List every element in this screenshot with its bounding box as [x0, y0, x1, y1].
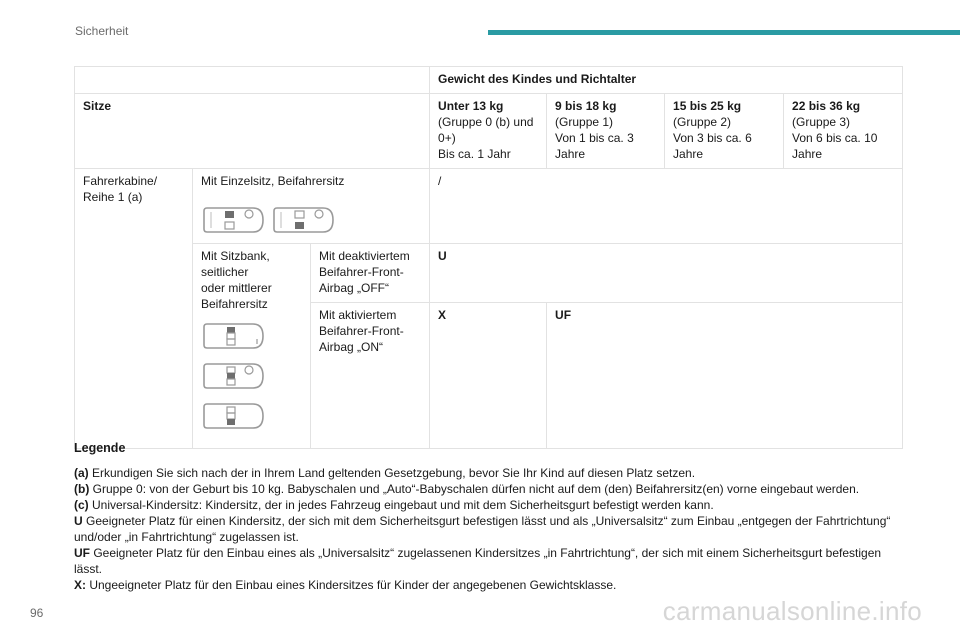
page-number: 96	[30, 606, 44, 620]
legend-key: UF	[74, 546, 90, 560]
airbag-off-label: Mit deaktiviertem Beifahrer-Front- Airbag „OFF“	[311, 244, 430, 303]
group-cell	[784, 94, 903, 169]
group-detail: (Gruppe 3) Von 6 bis ca. 10 Jahre	[792, 115, 878, 161]
group-cell	[547, 94, 665, 169]
header-accent-bar	[488, 30, 960, 35]
single-seat-label: Mit Einzelsitz, Beifahrersitz	[201, 174, 345, 188]
bench-seat-label: Mit Sitzbank, seitlicher oder mittlerer Beifahrersitz	[201, 249, 272, 311]
car-seat-diagram-icon	[201, 320, 267, 352]
car-seat-diagram-icon	[201, 400, 267, 432]
car-seat-diagram-icon	[201, 203, 267, 237]
legend-title: Legende	[74, 441, 126, 455]
watermark: carmanualsonline.info	[662, 596, 922, 626]
table-row	[75, 169, 903, 244]
legend-text: Geeigneter Platz für den Einbau eines als „Universalsitz“ zugelassenen Kindersitzes „in Fahrtrichtung“, der sich mit einem Sicherheitsgurt befestigen lässt.	[74, 546, 882, 576]
legend-text: Geeigneter Platz für einen Kindersitz, der sich mit dem Sicherheitsgurt befestigen lässt und als „Universalsitz“ zum Einbau „entgegen der Fahrtrichtung“ und/oder „in Fahrtrichtung“ zugelassen ist.	[74, 514, 891, 544]
airbag-off-value: U	[430, 244, 903, 303]
bench-seat-cell	[193, 244, 311, 449]
table-row	[75, 244, 903, 303]
car-seat-diagram-icon	[271, 203, 337, 237]
legend-key: X:	[74, 578, 86, 592]
group-weight: Unter 13 kg	[438, 99, 504, 113]
legend-text: Universal-Kindersitz: Kindersitz, der in jedes Fahrzeug eingebaut und mit dem Sicherheitsgurt befestigt werden kann.	[88, 498, 714, 512]
group-detail: (Gruppe 2) Von 3 bis ca. 6 Jahre	[673, 115, 752, 161]
airbag-on-label: Mit aktiviertem Beifahrer-Front- Airbag „ON“	[311, 303, 430, 449]
table-header-row	[75, 67, 903, 94]
group-detail: (Gruppe 0 (b) und 0+) Bis ca. 1 Jahr	[438, 115, 534, 161]
car-seat-diagram-icon	[201, 360, 267, 392]
group-cell	[665, 94, 784, 169]
legend-text: Erkundigen Sie sich nach der in Ihrem Land geltenden Gesetzgebung, bevor Sie Ihr Kind auf diesen Platz setzen.	[88, 466, 696, 480]
legend-key: U	[74, 514, 83, 528]
weight-header: Gewicht des Kindes und Richtalter	[430, 67, 903, 94]
legend-item	[74, 465, 904, 481]
single-seat-cell	[193, 169, 430, 244]
table-groups-row	[75, 94, 903, 169]
legend-item	[74, 497, 904, 513]
seat-position-cell: Fahrerkabine/ Reihe 1 (a)	[75, 169, 193, 449]
table-corner-cell	[75, 67, 430, 94]
group-detail: (Gruppe 1) Von 1 bis ca. 3 Jahre	[555, 115, 634, 161]
legend-item	[74, 481, 904, 497]
legend-item	[74, 545, 904, 577]
airbag-on-value-groups: UF	[547, 303, 903, 449]
legend-key: (b)	[74, 482, 90, 496]
legend-item	[74, 577, 904, 593]
legend	[74, 440, 904, 593]
group-cell	[430, 94, 547, 169]
legend-item	[74, 513, 904, 545]
legend-key: (c)	[74, 498, 89, 512]
group-weight: 9 bis 18 kg	[555, 99, 617, 113]
single-seat-value: /	[430, 169, 903, 244]
legend-text: Ungeeigneter Platz für den Einbau eines Kindersitzes für Kinder der angegebenen Gewichtsklasse.	[86, 578, 617, 592]
seats-label: Sitze	[75, 94, 430, 169]
section-label: Sicherheit	[75, 24, 129, 38]
airbag-on-value-group0: X	[430, 303, 547, 449]
child-seat-table	[74, 66, 903, 449]
group-weight: 15 bis 25 kg	[673, 99, 742, 113]
legend-key: (a)	[74, 466, 89, 480]
legend-text: Gruppe 0: von der Geburt bis 10 kg. Babyschalen und „Auto“-Babyschalen dürfen nicht auf dem (den) Beifahrersitz(en) vorne eingebaut werden.	[89, 482, 860, 496]
group-weight: 22 bis 36 kg	[792, 99, 861, 113]
